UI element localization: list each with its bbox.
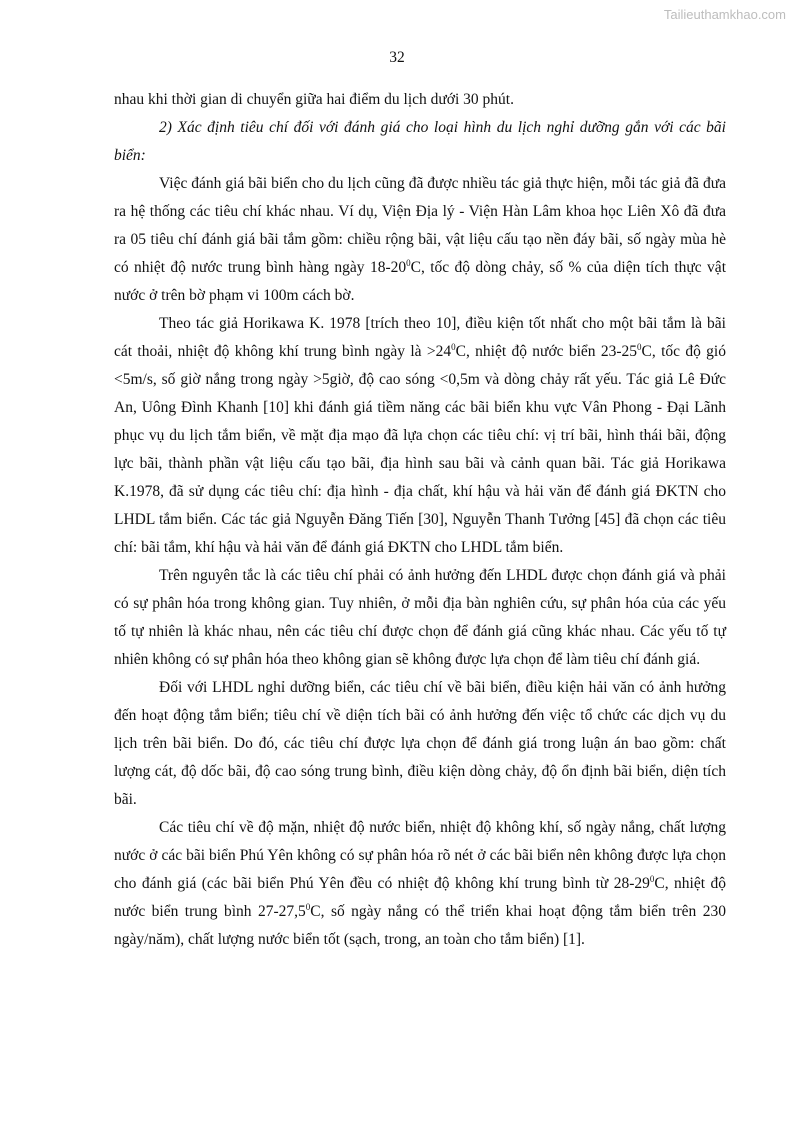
paragraph-principles — [114, 562, 726, 674]
text-segment: C, nhiệt độ nước biển trung bình 27-27,5 — [114, 875, 726, 920]
degree-superscript: 0 — [305, 901, 311, 912]
paragraph-beach-evaluation — [114, 170, 726, 310]
degree-superscript: 0 — [451, 341, 456, 352]
text-segment: C, số ngày nắng có thể triển khai hoạt động tắm biển trên 230 ngày/năm), chất lượng nước biển tốt (sạch, trong, an toàn cho tắm biển) [1]. — [114, 903, 726, 948]
paragraph-horikawa — [114, 310, 726, 562]
paragraph-selected-criteria — [114, 674, 726, 814]
text-segment: 2) Xác định tiêu chí đối với đánh giá cho loại hình du lịch nghỉ dưỡng gắn với các bãi biển: — [114, 119, 726, 164]
degree-superscript: 0 — [406, 257, 411, 268]
text-segment: Theo tác giả Horikawa K. 1978 [trích theo 10], điều kiện tốt nhất cho một bãi tắm là bãi cát thoải, nhiệt độ không khí trung bình ngày là >24 — [114, 315, 726, 360]
text-segment: Việc đánh giá bãi biển cho du lịch cũng đã được nhiều tác giả thực hiện, mỗi tác giả đã đưa ra hệ thống các tiêu chí khác nhau. Ví dụ, Viện Địa lý - Viện Hàn Lâm khoa học Liên Xô đã đưa ra 05 tiêu chí đánh giá bãi tắm gồm: chiều rộng bãi, vật liệu cấu tạo nền đáy bãi, số ngày mùa hè có nhiệt độ nước trung bình hàng ngày 18-20 — [114, 175, 726, 276]
watermark: Tailieuthamkhao.com — [663, 7, 786, 22]
text-segment: Đối với LHDL nghỉ dưỡng biển, các tiêu chí về bãi biển, điều kiện hải văn có ảnh hưởng đến hoạt động tắm biển; tiêu chí về diện tích bãi có ảnh hưởng đến việc tổ chức các dịch vụ du lịch trên bãi biển. Do đó, các tiêu chí được lựa chọn để đánh giá trong luận án bao gồm: chất lượng cát, độ dốc bãi, độ cao sóng trung bình, điều kiện dòng chảy, độ ổn định bãi biển, diện tích bãi. — [114, 679, 726, 808]
text-segment: Trên nguyên tắc là các tiêu chí phải có ảnh hưởng đến LHDL được chọn đánh giá và phải có sự phân hóa trong không gian. Tuy nhiên, ở mỗi địa bàn nghiên cứu, sự phân hóa của các yếu tố tự nhiên là khác nhau, nên các tiêu chí được chọn để đánh giá cũng khác nhau. Các yếu tố tự nhiên không có sự phân hóa theo không gian sẽ không được lựa chọn để làm tiêu chí đánh giá. — [114, 567, 726, 668]
text-segment: nhau khi thời gian di chuyển giữa hai điểm du lịch dưới 30 phút. — [114, 91, 514, 108]
section-heading-criteria — [114, 114, 726, 170]
page-number: 32 — [389, 49, 405, 66]
text-segment: C, tốc độ gió <5m/s, số giờ nắng trong ngày >5giờ, độ cao sóng <0,5m và dòng chảy rất yếu. Tác giả Lê Đức An, Uông Đình Khanh [10] khi đánh giá tiềm năng các bãi biển khu vực Vân Phong - Đại Lãnh phục vụ du lịch tắm biển, về mặt địa mạo đã lựa chọn các tiêu chí: vị trí bãi, hình thái bãi, động lực bãi, thành phần vật liệu cấu tạo bãi, địa hình sau bãi và cảnh quan bãi. Tác giả Horikawa K.1978, đã sử dụng các tiêu chí: địa hình - địa chất, khí hậu và hải văn để đánh giá ĐKTN cho LHDL tắm biển. Các tác giả Nguyễn Đăng Tiến [30], Nguyễn Thanh Tưởng [45] đã chọn các tiêu chí: bãi tắm, khí hậu và hải văn để đánh giá ĐKTN cho LHDL tắm biển. — [114, 343, 726, 556]
paragraph-excluded-criteria — [114, 814, 726, 954]
text-segment: Các tiêu chí về độ mặn, nhiệt độ nước biển, nhiệt độ không khí, số ngày nắng, chất lượng nước ở các bãi biển Phú Yên không có sự phân hóa rõ nét ở các bãi biển nên không được lựa chọn cho đánh giá (các bãi biển Phú Yên đều có nhiệt độ không khí trung bình từ 28-29 — [114, 819, 726, 892]
document-body — [114, 86, 726, 954]
degree-superscript: 0 — [649, 873, 655, 884]
paragraph-continuation — [114, 86, 726, 114]
text-segment: C, nhiệt độ nước biển 23-25 — [455, 343, 638, 360]
text-segment: C, tốc độ dòng chảy, số % của diện tích thực vật nước ở trên bờ phạm vi 100m cách bờ. — [114, 259, 726, 304]
degree-superscript: 0 — [637, 341, 642, 352]
